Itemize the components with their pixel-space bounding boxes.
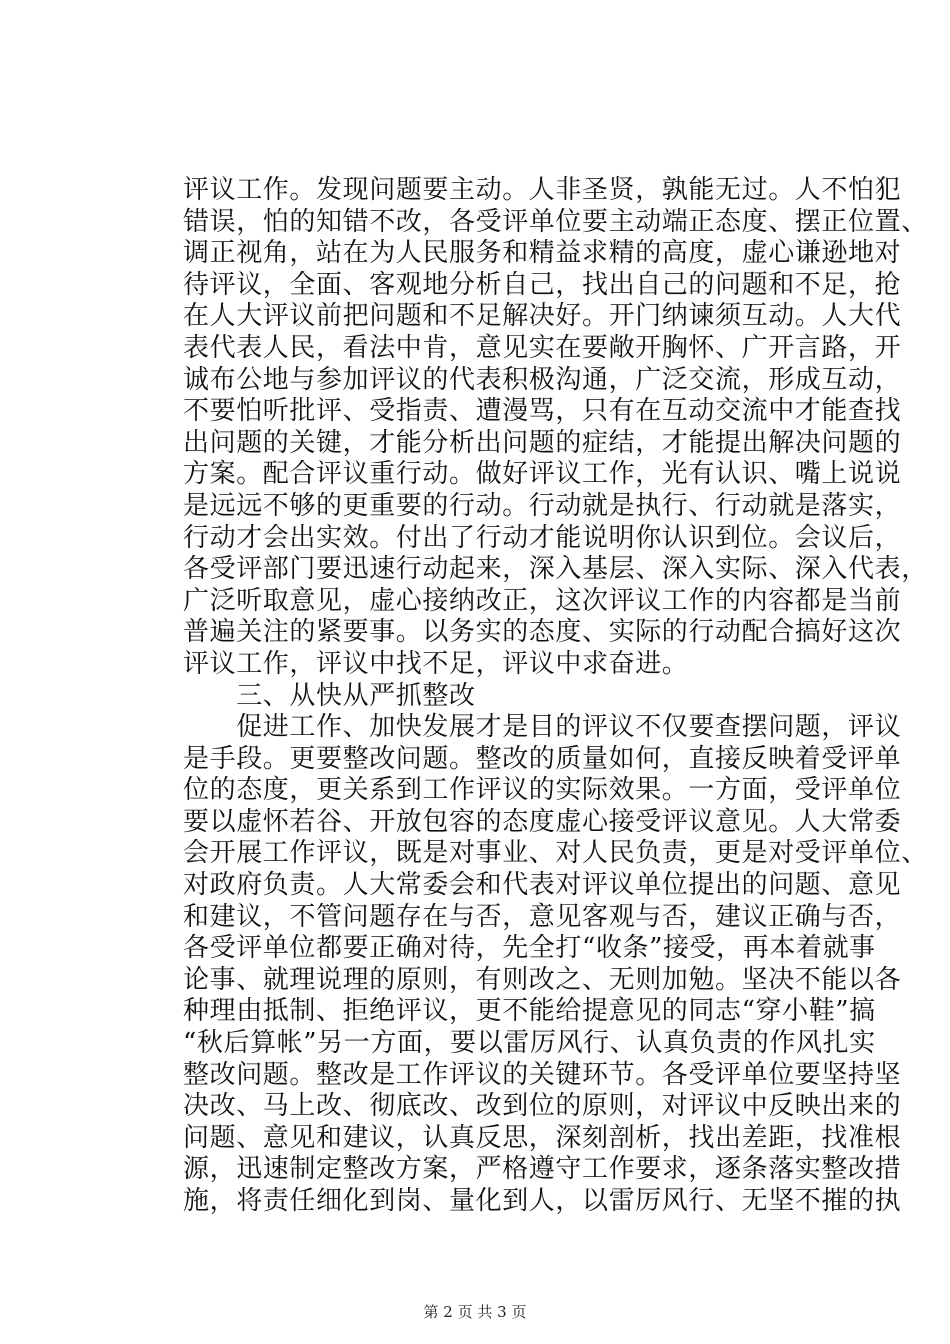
text-line: 三、从快从严抓整改	[183, 680, 476, 711]
text-line: 是远远不够的更重要的行动。行动就是执行、行动就是落实，	[183, 490, 902, 521]
text-line: 论事、就理说理的原则，有则改之、无则加勉。坚决不能以各	[183, 964, 902, 995]
text-line: 要以虚怀若谷、开放包容的态度虚心接受评议意见。人大常委	[183, 806, 902, 837]
text-line: 和建议，不管问题存在与否，意见客观与否，建议正确与否，	[183, 901, 902, 932]
text-line: 评议工作，评议中找不足，评议中求奋进。	[183, 648, 689, 679]
page-number-footer: 第 2 页 共 3 页	[423, 1303, 527, 1321]
text-line: 种理由抵制、拒绝评议，更不能给提意见的同志“穿小鞋”搞	[183, 996, 876, 1027]
text-line: 整改问题。整改是工作评议的关键环节。各受评单位要坚持坚	[183, 1059, 902, 1090]
text-line: 评议工作。发现问题要主动。人非圣贤，孰能无过。人不怕犯	[183, 175, 902, 205]
text-line: 方案。配合评议重行动。做好评议工作，光有认识、嘴上说说	[183, 459, 902, 490]
text-line: 表代表人民，看法中肯，意见实在要敞开胸怀、广开言路，开	[183, 332, 902, 363]
text-line: 位的态度，更关系到工作评议的实际效果。一方面，受评单位	[183, 775, 902, 806]
text-line: 行动才会出实效。付出了行动才能说明你认识到位。会议后，	[183, 522, 902, 553]
text-line: 在人大评议前把问题和不足解决好。开门纳谏须互动。人大代	[183, 301, 902, 332]
text-line: 是手段。更要整改问题。整改的质量如何，直接反映着受评单	[183, 743, 902, 774]
text-line: 对政府负责。人大常委会和代表对评议单位提出的问题、意见	[183, 870, 902, 901]
text-line: 决改、马上改、彻底改、改到位的原则，对评议中反映出来的	[183, 1091, 902, 1122]
text-line: 普遍关注的紧要事。以务实的态度、实际的行动配合搞好这次	[183, 617, 902, 648]
text-line: 诚布公地与参加评议的代表积极沟通，广泛交流，形成互动，	[183, 364, 902, 395]
text-line: 会开展工作评议，既是对事业、对人民负责，更是对受评单位、	[183, 838, 928, 869]
text-line: 促进工作、加快发展才是目的评议不仅要查摆问题，评议	[183, 712, 902, 743]
text-line: 错误，怕的知错不改，各受评单位要主动端正态度、摆正位置、	[183, 206, 928, 237]
text-line: 广泛听取意见，虚心接纳改正，这次评议工作的内容都是当前	[183, 585, 902, 616]
text-line: “秋后算帐”另一方面，要以雷厉风行、认真负责的作风扎实	[183, 1028, 876, 1059]
text-line: 问题、意见和建议，认真反思，深刻剖析，找出差距，找准根	[183, 1122, 902, 1153]
document-body	[183, 175, 928, 1218]
text-line: 施，将责任细化到岗、量化到人，以雷厉风行、无坚不摧的执	[183, 1186, 902, 1216]
text-line: 待评议，全面、客观地分析自己，找出自己的问题和不足，抢	[183, 269, 902, 300]
text-line: 源，迅速制定整改方案，严格遵守工作要求，逐条落实整改措	[183, 1154, 902, 1185]
text-line: 不要怕听批评、受指责、遭漫骂，只有在互动交流中才能查找	[183, 396, 902, 427]
text-line: 各受评单位都要正确对待，先全打“收条”接受，再本着就事	[183, 933, 876, 964]
text-line: 各受评部门要迅速行动起来，深入基层、深入实际、深入代表，	[183, 554, 928, 585]
text-line: 调正视角，站在为人民服务和精益求精的高度，虚心谦逊地对	[183, 238, 902, 269]
text-line: 出问题的关键，才能分析出问题的症结，才能提出解决问题的	[183, 427, 902, 458]
